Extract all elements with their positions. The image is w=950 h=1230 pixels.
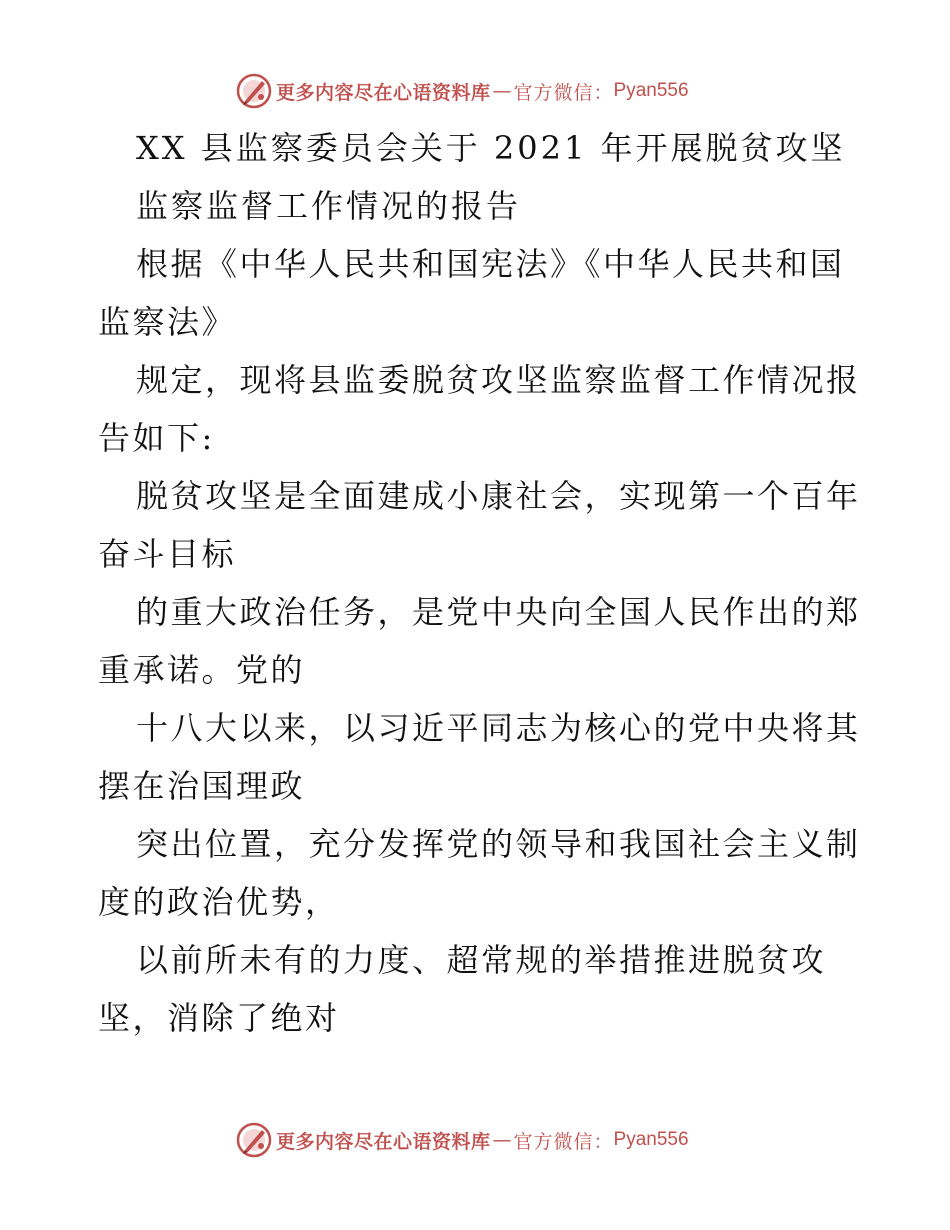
paragraph-line: 告如下: xyxy=(98,419,215,457)
paragraph-line: 坚，消除了绝对 xyxy=(98,999,340,1037)
watermark-separator: — xyxy=(492,1129,512,1151)
watermark-separator: — xyxy=(492,80,512,102)
watermark-banner-bottom xyxy=(236,1120,689,1160)
paragraph-line: 规定，现将县监委脱贫攻坚监察监督工作情况报 xyxy=(136,361,861,399)
paragraph-line: 度的政治优势， xyxy=(98,883,340,921)
paragraph-line: 脱贫攻坚是全面建成小康社会，实现第一个百年 xyxy=(136,477,861,515)
document-title-line-2: 监察监督工作情况的报告 xyxy=(136,187,522,225)
watermark-main-text: 更多内容尽在心语资料库 xyxy=(276,1130,491,1153)
quill-pen-logo-icon xyxy=(236,1122,272,1158)
watermark-wechat-label: 官方微信： xyxy=(513,1130,614,1153)
watermark-wechat-id: Pyan556 xyxy=(613,1129,689,1150)
paragraph-line: 的重大政治任务，是党中央向全国人民作出的郑 xyxy=(136,593,861,631)
paragraph-line: 根据《中华人民共和国宪法》《中华人民共和国 xyxy=(136,245,845,283)
document-title-line-1: XX 县监察委员会关于 2021 年开展脱贫攻坚 xyxy=(136,129,846,167)
paragraph-line: 奋斗目标 xyxy=(98,535,237,573)
paragraph-line: 监察法》 xyxy=(98,303,237,341)
watermark-wechat-label: 官方微信： xyxy=(513,81,614,104)
paragraph-line: 突出位置，充分发挥党的领导和我国社会主义制 xyxy=(136,825,861,863)
paragraph-line: 十八大以来，以习近平同志为核心的党中央将其 xyxy=(136,709,861,747)
watermark-main-text: 更多内容尽在心语资料库 xyxy=(276,81,491,104)
watermark-wechat-id: Pyan556 xyxy=(613,80,689,101)
quill-pen-logo-icon xyxy=(236,73,272,109)
paragraph-line: 重承诺。党的 xyxy=(98,651,306,689)
paragraph-line: 摆在治国理政 xyxy=(98,767,306,805)
watermark-banner-top xyxy=(236,71,689,111)
paragraph-line: 以前所未有的力度、超常规的举措推进脱贫攻 xyxy=(136,941,827,979)
